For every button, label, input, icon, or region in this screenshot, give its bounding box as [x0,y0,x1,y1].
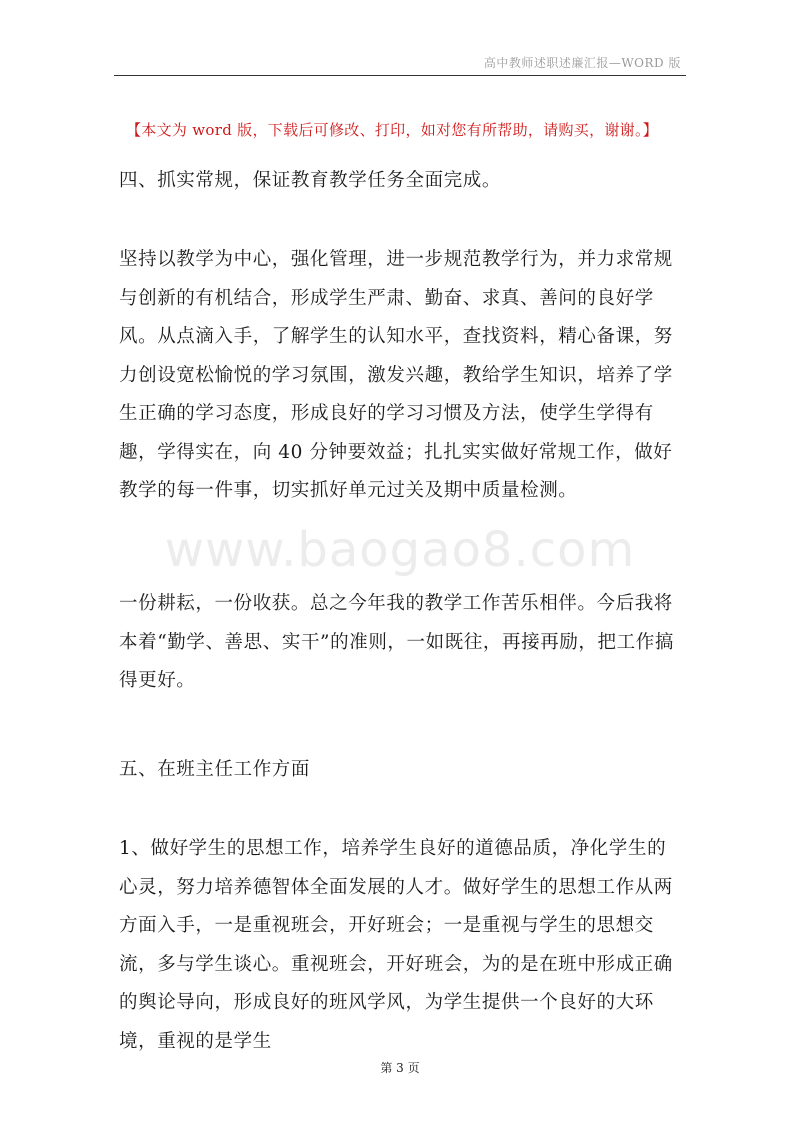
page-number: 第 3 页 [380,1061,420,1075]
paragraph-teaching-routine: 坚持以教学为中心，强化管理，进一步规范教学行为，并力求常规与创新的有机结合，形成学生严肃、勤奋、求真、善问的良好学风。从点滴入手，了解学生的认知水平，查找资料，精心备课，努力创设宽松愉悦的学习氛围，激发兴趣，教给学生知识，培养了学生正确的学习态度，形成良好的学习习惯及方法，使学生学得有趣，学得实在，向 40 分钟要效益；扎扎实实做好常规工作，做好教学的每一件事，切实抓好单元过关及期中质量检测。 [119,249,673,501]
header-divider [114,75,686,76]
watermark: www.baogao8.com [164,522,636,578]
paragraph-class-teacher-work: 1、做好学生的思想工作，培养学生良好的道德品质，净化学生的心灵，努力培养德智体全面发展的人才。做好学生的思想工作从两方面入手，一是重视班会，开好班会；一是重视与学生的思想交流，多与学生谈心。重视班会，开好班会，为的是在班中形成正确的舆论导向，形成良好的班风学风，为学生提供一个良好的大环境，重视的是学生 [119,838,673,1052]
paragraph-summary: 一份耕耘，一份收获。总之今年我的教学工作苦乐相伴。今后我将本着“勤学、善思、实干”的准则，一如既往，再接再励，把工作搞得更好。 [119,593,674,691]
purchase-notice: 【本文为 word 版，下载后可修改、打印，如对您有所帮助，请购买，谢谢。】 [126,121,659,139]
section-heading-5: 五、在班主任工作方面 [119,759,311,780]
section-heading-4: 四、抓实常规，保证教育教学任务全面完成。 [119,170,502,191]
document-header-title: 高中教师述职述廉汇报—WORD 版 [483,56,681,70]
